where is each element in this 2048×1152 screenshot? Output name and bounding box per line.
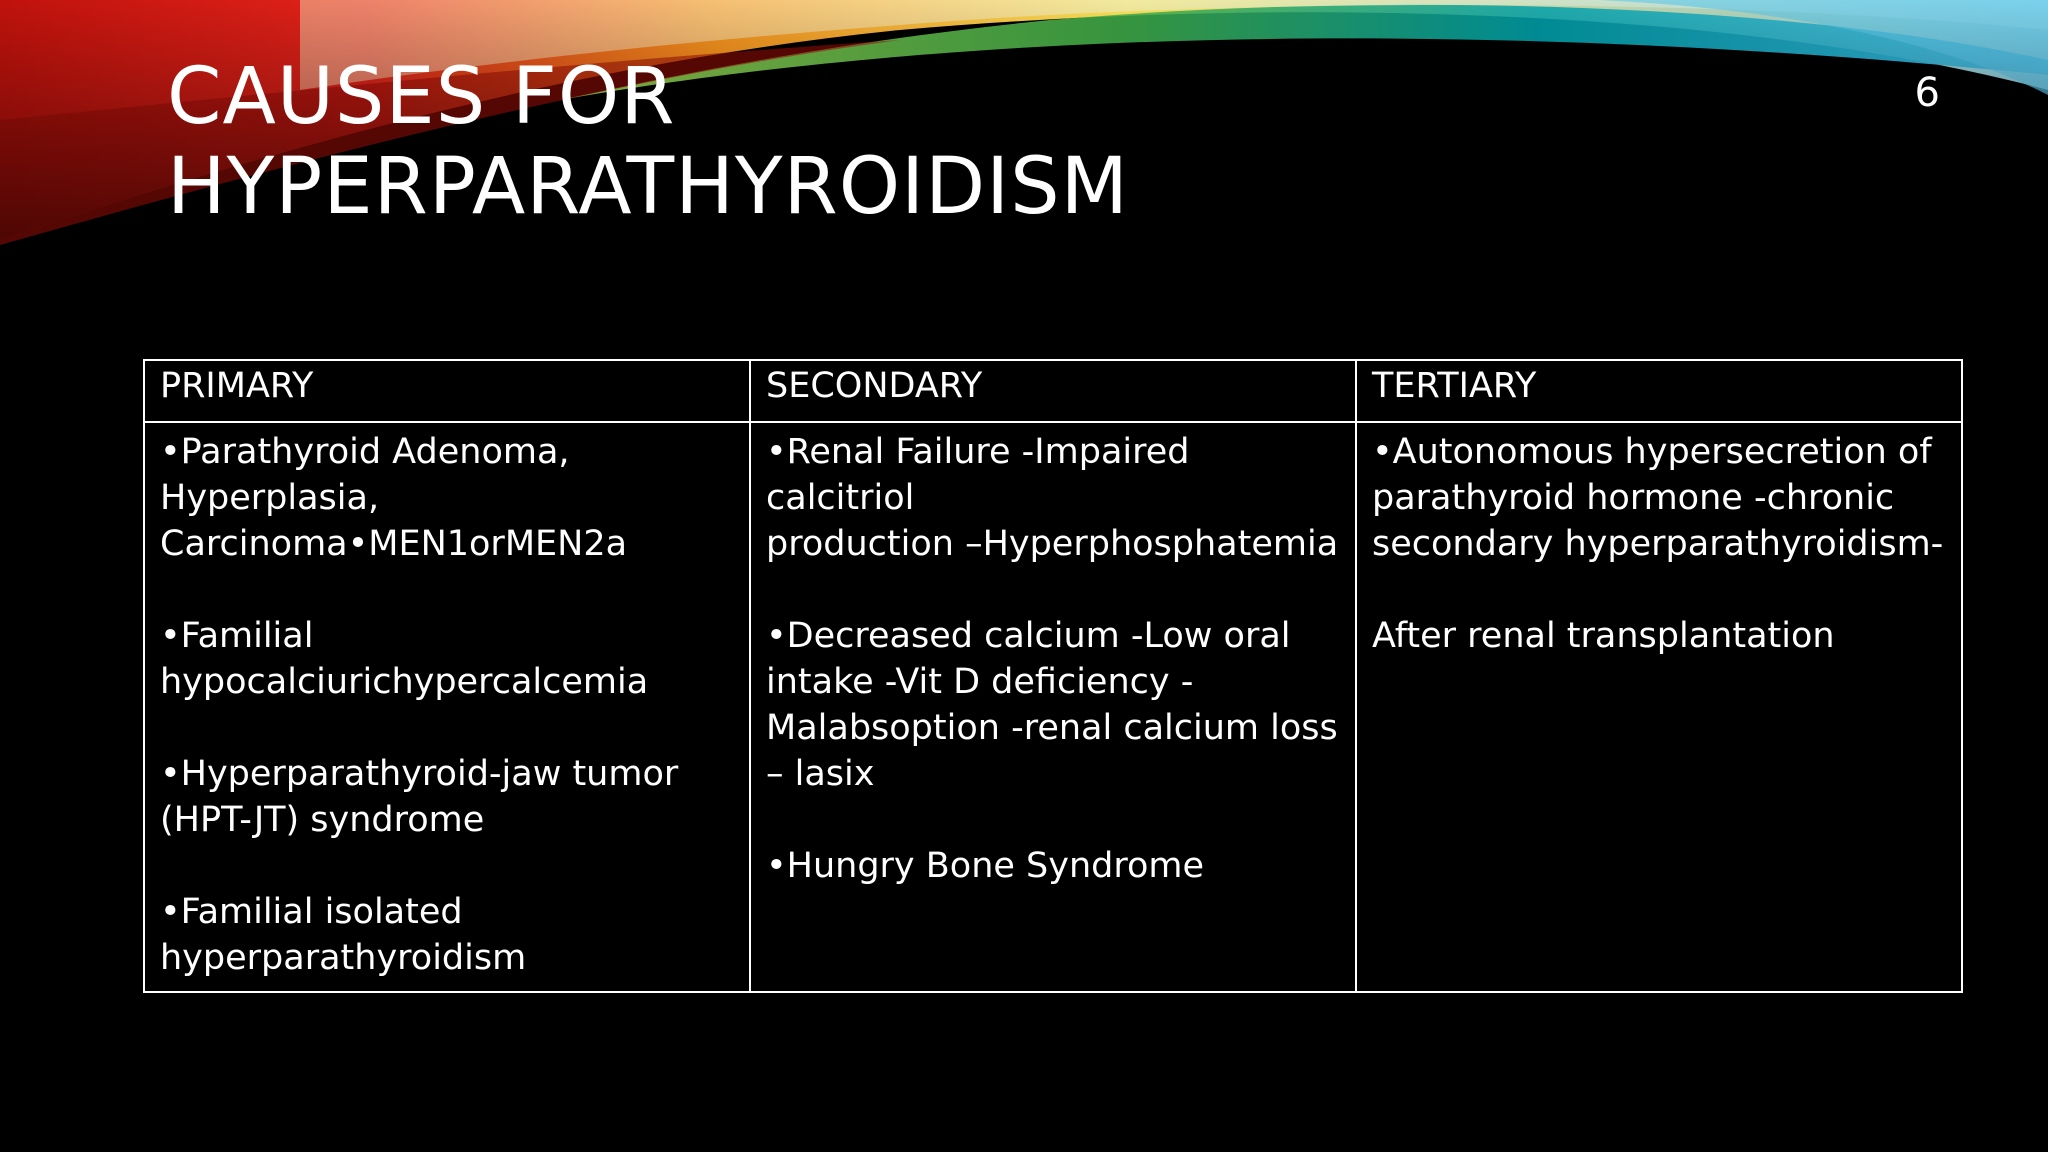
cell-line: parathyroid hormone -chronic [1372,478,1895,518]
cell-line: hypocalciurichypercalcemia [160,662,649,702]
cell-gap [160,843,735,889]
cell-gap [766,567,1341,613]
table-row [144,422,1962,992]
header-tertiary: TERTIARY [1356,360,1962,422]
cell-gap [1372,567,1947,613]
cell-line: Malabsoption -renal calcium loss [766,708,1338,748]
cell-line: •Parathyroid Adenoma, [160,432,570,472]
slide-title-line: HYPERPARATHYROIDISM [167,142,1129,232]
secondary-causes-cell [750,422,1356,992]
primary-causes-cell [144,422,750,992]
cell-line: – lasix [766,754,875,794]
cell-line: After renal transplantation [1372,616,1835,656]
causes-table [143,359,1963,993]
slide-number: 6 [1914,70,1940,116]
cell-line: secondary hyperparathyroidism- [1372,524,1944,564]
cell-line: •Familial isolated [160,892,463,932]
cell-line: production –Hyperphosphatemia [766,524,1339,564]
cell-line: •Renal Failure -Impaired calcitriol [766,432,1190,518]
cell-gap [766,797,1341,843]
header-secondary: SECONDARY [750,360,1356,422]
cell-line: (HPT-JT) syndrome [160,800,485,840]
cell-line: •Hungry Bone Syndrome [766,846,1205,886]
header-primary: PRIMARY [144,360,750,422]
cell-line: hyperparathyroidism [160,938,527,978]
cell-gap [160,705,735,751]
tertiary-causes-cell [1356,422,1962,992]
slide-title [167,52,1667,232]
cell-line: Carcinoma•MEN1orMEN2a [160,524,628,564]
cell-line: Hyperplasia, [160,478,380,518]
cell-gap [160,567,735,613]
cell-line: •Hyperparathyroid-jaw tumor [160,754,679,794]
cell-line: •Autonomous hypersecretion of [1372,432,1932,472]
cell-line: •Decreased calcium -Low oral [766,616,1291,656]
cell-line: intake -Vit D deficiency - [766,662,1194,702]
cell-line: •Familial [160,616,314,656]
slide-title-line: CAUSES FOR [167,52,676,142]
table-header-row [144,360,1962,422]
